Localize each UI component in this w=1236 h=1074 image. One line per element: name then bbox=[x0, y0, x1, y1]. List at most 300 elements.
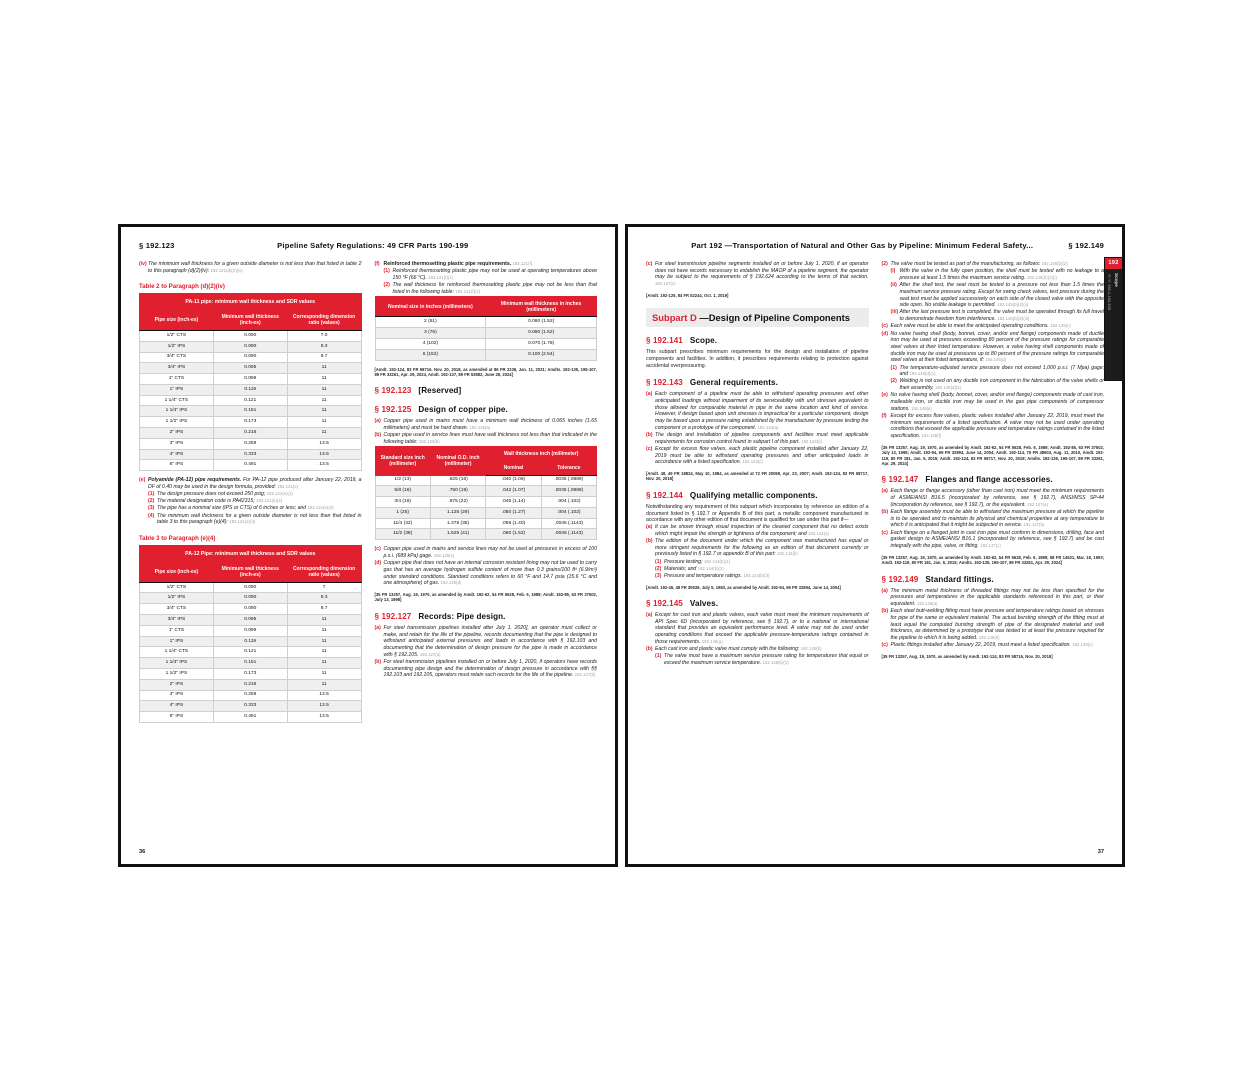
rtp-header-1: Minimum wall thickness in inches (millimeters) bbox=[486, 297, 597, 317]
table-cell: 0.119 bbox=[213, 636, 287, 647]
table-cell: .625 (16) bbox=[430, 475, 485, 486]
citation: 192.127(a) bbox=[419, 651, 441, 657]
table-cell: 4" IPS bbox=[140, 449, 214, 460]
citation: 192.147(c) bbox=[980, 543, 1001, 549]
para-marker: (a) bbox=[646, 391, 653, 398]
para-text: Copper pipe used in mains must have a minimum wall thickness of 0.065 inches (1.65 millimeters) and must be hard drawn. bbox=[383, 418, 597, 432]
citation: 192.145(b)(1) bbox=[762, 659, 789, 665]
table-pa11 bbox=[139, 293, 362, 471]
table-row bbox=[140, 449, 362, 460]
reg-paragraph bbox=[646, 646, 869, 653]
para-text: The wall thickness for reinforced thermosetting plastic pipe may not be less than that listed in the following table: bbox=[392, 282, 597, 295]
reg-paragraph bbox=[375, 418, 598, 431]
reg-paragraph bbox=[891, 268, 1105, 281]
table-row bbox=[140, 417, 362, 428]
reg-paragraph bbox=[655, 573, 869, 580]
table-cell: 1 1/4" CTS bbox=[140, 647, 214, 658]
para-marker: (e) bbox=[881, 392, 888, 399]
table-pa12 bbox=[139, 545, 362, 723]
table-cell: 2 (51) bbox=[375, 317, 486, 328]
section-192-125 bbox=[375, 405, 598, 415]
para-marker: (a) bbox=[646, 523, 653, 530]
table-cell: 0.060 (1.52) bbox=[486, 328, 597, 339]
section-title: Valves. bbox=[689, 599, 719, 609]
table-cell: 0.100 (2.54) bbox=[486, 349, 597, 360]
citation: 192.149(c) bbox=[1072, 642, 1093, 648]
table-cell: 11 bbox=[287, 406, 361, 417]
table-row bbox=[140, 331, 362, 342]
citation: 192.147(b) bbox=[1023, 522, 1045, 528]
table-cell: 1.625 (41) bbox=[430, 529, 485, 540]
reg-paragraph bbox=[655, 559, 869, 566]
section-title: Standard fittings. bbox=[925, 574, 994, 584]
citation: 192.149(b) bbox=[978, 634, 1000, 640]
sec145-cdef-items bbox=[882, 323, 1105, 364]
table-row bbox=[140, 712, 362, 723]
para-text: After the shell test, the seat must be tested to a pressure not less than 1.5 times the maximum service pressure rating. Except for swing check valves, test pressure during the seat test must be applied successively on each side of the closed valve with the opposite side open. No visible leakage is permitted. bbox=[899, 282, 1104, 309]
table-cell: 4 (102) bbox=[375, 338, 486, 349]
para-text: The temperature-adjusted service pressure does not exceed 1,000 p.s.i. (7 Mpa) gage; and bbox=[899, 364, 1104, 378]
para-text: Except for excess flow valves, plastic valves installed after January 22, 2019, must meet the minimum requirements of a listed specification. A valve may not be used under operating conditions that exceed the applicable pressure and temperature ratings contained in the listed specification. bbox=[890, 412, 1104, 440]
table3-wrap bbox=[139, 545, 362, 723]
table-cell: 0.259 bbox=[213, 690, 287, 701]
table-row bbox=[140, 701, 362, 712]
table-cell: 2" IPS bbox=[140, 428, 214, 439]
thumb-tab-part: 192 bbox=[1105, 258, 1122, 269]
table-cell: 11 bbox=[287, 615, 361, 626]
citation: 192.125(c) bbox=[433, 552, 455, 558]
table-row bbox=[375, 349, 597, 360]
para-marker: (d) bbox=[374, 560, 382, 567]
rtp-header-0: Nominal size in inches (millimeters) bbox=[375, 297, 486, 317]
table-row bbox=[140, 679, 362, 690]
table3-caption: Table 3 to Paragraph (e)(4) bbox=[139, 535, 216, 543]
table-row bbox=[140, 341, 362, 352]
para-text: For steel transmission pipeline segments installed on or before July 1, 2020, if an operator does not have records necessary to establish the MAOP of a pipeline segment, the operator may be subject to the requirements of § 192.624 according to the terms of that section. bbox=[655, 261, 869, 281]
para-text: After the last pressure test is completed, the valve must be operated through its full travel to demonstrate freedom from interference. bbox=[899, 309, 1104, 323]
table-cell: 7.0 bbox=[287, 331, 361, 342]
para-text: The design and installation of pipeline components and facilities must meet applicable requirements for corrosion control found in subpart I of this part. bbox=[655, 432, 869, 445]
rtp-table-wrap bbox=[375, 296, 598, 361]
section-192-141 bbox=[646, 336, 869, 346]
table-cell: .042 (1.07) bbox=[486, 486, 541, 497]
table2-wrap bbox=[139, 293, 362, 471]
citation: 192.149(a) bbox=[916, 600, 938, 606]
reg-paragraph bbox=[882, 588, 1105, 608]
citation: 192.121(f) bbox=[512, 261, 533, 266]
table-cell: 0.099 bbox=[213, 374, 287, 385]
table-row bbox=[140, 647, 362, 658]
table-cell: 6" IPS bbox=[140, 460, 214, 471]
table-row bbox=[140, 352, 362, 363]
reg-paragraph bbox=[646, 538, 869, 558]
table-cell: 1" IPS bbox=[140, 636, 214, 647]
reg-paragraph bbox=[375, 560, 598, 587]
reg-paragraph bbox=[882, 413, 1105, 440]
sec144-subitems bbox=[655, 559, 869, 580]
para-text: Welding is not used on any ductile iron component in the fabrication of the valve shells or their assembly. bbox=[899, 378, 1104, 392]
table-cell: 11 bbox=[287, 363, 361, 374]
citation: 192.145(b)(2)(iii) bbox=[997, 316, 1030, 322]
citation: 192.145(d) bbox=[985, 357, 1007, 363]
table-row bbox=[140, 363, 362, 374]
table-row bbox=[140, 668, 362, 679]
table-row bbox=[140, 690, 362, 701]
table-cell: 11 bbox=[287, 679, 361, 690]
reg-paragraph bbox=[646, 432, 869, 445]
table-row bbox=[140, 593, 362, 604]
reg-paragraph bbox=[891, 365, 1105, 378]
para-marker: (1) bbox=[383, 268, 390, 275]
citation: 192.143(c) bbox=[742, 459, 764, 465]
table-row bbox=[140, 428, 362, 439]
para-text: For steel transmission pipelines installed after July 1, 2020], an operator must collect or make, and retain for the life of the pipeline, records documenting that the pipe is designed to withstand anticipated external pressures and loads in accordance with § 192.103 and documenting that the determination of design pressure for the pipe is made in accordance with § 192.105. bbox=[383, 624, 597, 658]
table-cell: 3" IPS bbox=[140, 690, 214, 701]
section-192-144 bbox=[646, 491, 869, 501]
table-row bbox=[140, 395, 362, 406]
table-cell: .045 (1.14) bbox=[486, 497, 541, 508]
section-number: § 192.141 bbox=[646, 336, 683, 346]
reg-paragraph bbox=[882, 608, 1105, 642]
section-title: Design of copper pipe. bbox=[418, 405, 508, 415]
table-cell: 0.259 bbox=[213, 438, 287, 449]
reg-paragraph bbox=[148, 513, 362, 526]
table-row bbox=[375, 507, 597, 518]
table-cell: .004 (.102) bbox=[541, 497, 596, 508]
table-cell: 0.216 bbox=[213, 679, 287, 690]
reg-paragraph bbox=[882, 331, 1105, 365]
table-cell: 9.7 bbox=[287, 352, 361, 363]
reg-paragraph bbox=[882, 261, 1105, 268]
left-page bbox=[118, 224, 618, 867]
table-cell: 11 bbox=[287, 668, 361, 679]
para-text: The pipe has a nominal size (IPS or CTS) of 6 inches or less; and bbox=[157, 505, 307, 512]
table-row bbox=[140, 374, 362, 385]
para-text: Copper pipe that does not have an internal corrosion resistant lining may not be used to carry gas that has an average hydrogen sulfide content of more than 0.3 grains/100 ft³ (6.9/m³) under standard conditions. Standard conditions refers to 60 °F and 14.7 psia (15.6 °C and one atmosphere) of gas. bbox=[383, 560, 597, 587]
table-cell: 3" IPS bbox=[140, 438, 214, 449]
right-page bbox=[625, 224, 1125, 867]
table-cell: 0.216 bbox=[213, 428, 287, 439]
table-cell: 13.5 bbox=[287, 712, 361, 723]
table-row bbox=[140, 604, 362, 615]
copper-table-body bbox=[375, 475, 597, 540]
table-row bbox=[375, 518, 597, 529]
para-lead: Reinforced thermosetting plastic pipe requirements. bbox=[383, 261, 512, 267]
table-cell: 3/4" IPS bbox=[140, 615, 214, 626]
table-cell: .750 (19) bbox=[430, 486, 485, 497]
section-title: Qualifying metallic components. bbox=[689, 490, 818, 500]
table-cell: 6" IPS bbox=[140, 712, 214, 723]
para-marker: (b) bbox=[374, 432, 382, 439]
para-text: Plastic fittings installed after January 22, 2019, must meet a listed specification. bbox=[890, 642, 1071, 649]
para-text: Pressure testing; bbox=[664, 558, 703, 565]
section-title: [Reserved] bbox=[418, 386, 462, 396]
reg-paragraph bbox=[646, 261, 869, 288]
table-cell: 0.070 (1.78) bbox=[486, 338, 597, 349]
sec125-items bbox=[375, 418, 598, 445]
para-text: Each cast iron and plastic valve must comply with the following: bbox=[655, 646, 800, 653]
table-cell: 0.151 bbox=[213, 658, 287, 669]
sec141-body: This subpart prescribes minimum requirements for the design and installation of pipeline components and facilities. In addition, it prescribes requirements relating to protection against accidental overpressuring. bbox=[646, 349, 869, 369]
table-cell: 0.090 bbox=[213, 331, 287, 342]
right-runhead-section: § 192.149 bbox=[1068, 241, 1104, 250]
reg-paragraph bbox=[882, 392, 1105, 412]
table-cell: 4" IPS bbox=[140, 701, 214, 712]
para-lead: Polyamide (PA-12) pipe requirements. bbox=[148, 477, 242, 484]
para-text: The valve must have a maximum service pressure rating for temperatures that equal or exceed the maximum service temperature. bbox=[664, 653, 869, 666]
left-page-number: 36 bbox=[139, 849, 146, 855]
thumb-tab-range: §§ 192.1-192.305 bbox=[1107, 272, 1112, 310]
citation: 192.145(d)(2) bbox=[935, 385, 962, 391]
citation: 192.145(e) bbox=[911, 405, 932, 411]
right-column-1 bbox=[646, 261, 869, 667]
table-cell: 2" IPS bbox=[140, 679, 214, 690]
table-cell: 0.095 bbox=[213, 615, 287, 626]
section-192-123 bbox=[375, 386, 598, 396]
copper-table-wrap bbox=[375, 446, 598, 540]
table-cell: 1 (25) bbox=[375, 507, 430, 518]
reg-paragraph bbox=[646, 391, 869, 431]
table-row bbox=[140, 625, 362, 636]
table2-caption: Table 2 to Paragraph (d)(2)(iv) bbox=[139, 283, 225, 291]
reg-paragraph bbox=[882, 488, 1105, 508]
reg-paragraph bbox=[891, 378, 1105, 391]
citation: 192.144(b) bbox=[777, 551, 798, 557]
table-cell: 11 bbox=[287, 428, 361, 439]
amendment-note-147: [35 FR 13257, Aug. 19, 1970, as amended by Amdt. 192-62, 54 FR 5628, Feb. 6, 1989; 58 FR 14521, Mar. 18, 1993; Amdt. 192-119, 80 FR 181, Jan. 5, 2015; Amdts. 192-135, 195-107, 89 FR 33261, Apr. 29, 2024] bbox=[881, 554, 1104, 566]
table-cell: 1 1/4" IPS bbox=[140, 658, 214, 669]
citation: 192.147(a) bbox=[1027, 501, 1048, 507]
table-cell: 0.333 bbox=[213, 449, 287, 460]
para-marker: (iv) bbox=[139, 261, 147, 267]
para-marker: (3) bbox=[148, 505, 155, 512]
citation: 192.145(b)(2)(i) bbox=[1026, 274, 1057, 280]
section-192-147 bbox=[882, 475, 1105, 485]
para-text: Reinforced thermosetting plastic pipe may not be used at operating temperatures above 150 °F (66 °C). bbox=[392, 268, 597, 281]
section-title: Scope. bbox=[689, 336, 718, 346]
sec144-items bbox=[646, 524, 869, 558]
section-title: Records: Pipe design. bbox=[418, 611, 506, 621]
citation: 192.125(b) bbox=[418, 438, 440, 444]
copper-header-nominal: Nominal bbox=[486, 461, 541, 475]
para-text: Each flange or flange accessory (other than cast iron) must meet the minimum requirements of ASME/ANSI B16.5 (incorporated by reference, see § 192.7), ANSI/MSS SP-44 (incorporation by reference, see § 192.7), or the equivalent. bbox=[890, 488, 1104, 508]
table2-header-2: Corresponding dimension ratio (values) bbox=[287, 310, 361, 330]
table3-body bbox=[140, 582, 362, 722]
subpart-d-heading bbox=[646, 308, 869, 327]
table-cell: 3/4" CTS bbox=[140, 604, 214, 615]
citation: 192.121(e)(1) bbox=[266, 491, 293, 497]
table-cell: 0.491 bbox=[213, 712, 287, 723]
sec144-body: Notwithstanding any requirement of this subpart which incorporates by reference an edition of a document listed in § 192.7 or Appendix B of this part, a metallic component manufactured in accordance with any other edition of that document is qualified for use under this part if— bbox=[646, 503, 869, 524]
table-cell: 11 bbox=[287, 647, 361, 658]
para-f bbox=[375, 261, 598, 268]
table-copper-pipe bbox=[375, 446, 598, 540]
table2-title: PA-11 pipe: minimum wall thickness and SDR values bbox=[140, 294, 362, 310]
table-cell: .0045 (.1143) bbox=[541, 529, 596, 540]
table-cell: 11/2 (38) bbox=[375, 529, 430, 540]
table-cell: .0035 (.0889) bbox=[541, 486, 596, 497]
citation: 192.144(b)(2) bbox=[697, 565, 724, 571]
right-page-content bbox=[628, 227, 1122, 864]
sec149-items bbox=[882, 588, 1105, 649]
para-marker: (1) bbox=[655, 653, 662, 660]
section-192-149 bbox=[882, 575, 1105, 585]
copper-header-standard: Standard size inch (millimeter) bbox=[375, 447, 430, 475]
section-number: § 192.145 bbox=[646, 599, 683, 609]
para-marker: (c) bbox=[881, 642, 888, 649]
table-row bbox=[375, 497, 597, 508]
reg-paragraph bbox=[882, 642, 1105, 649]
amendment-note-2: [35 FR 13257, Aug. 19, 1970, as amended by Amdt. 192-62, 54 FR 5628, Feb. 6, 1989; Amdt. 192-85, 63 FR 37502, July 13, 1998] bbox=[374, 591, 597, 603]
table-row bbox=[140, 636, 362, 647]
table-row bbox=[375, 529, 597, 540]
table-row bbox=[140, 582, 362, 593]
table-cell: .050 (1.27) bbox=[486, 507, 541, 518]
para-text: Each flange on a flanged joint in cast iron pipe must conform in dimensions, drilling, face and gasket design to ASME/ANSI B16.1 (incorporated by reference, see § 192.7) and be cast integrally with the pipe, valve, or fitting. bbox=[890, 529, 1104, 550]
citation: 192.144(b)(3) bbox=[743, 572, 770, 578]
reg-paragraph bbox=[375, 546, 598, 559]
para-marker: (f) bbox=[881, 412, 887, 419]
para-e bbox=[139, 477, 362, 490]
para-text: The edition of the document under which the component was manufactured has equal or more stringent requirements for the following as an edition of that document currently or previously listed in § 192.7 or appendix B of this part: bbox=[655, 537, 869, 558]
table-cell: 0.151 bbox=[213, 406, 287, 417]
table-cell: 0.099 bbox=[213, 625, 287, 636]
para-text: Each steel butt-welding fitting must have pressure and temperature ratings based on stresses for pipe of the same or equivalent material. The actual bursting strength of the fitting must at least equal the computed bursting strength of pipe of the designated material and wall thickness, as determined by a prototype that was tested to at least the pressure required for the pipeline to which it is being added. bbox=[890, 608, 1104, 641]
table-row bbox=[375, 317, 597, 328]
table-cell: 0.119 bbox=[213, 384, 287, 395]
table-cell: 5/8 (16) bbox=[375, 486, 430, 497]
section-number: § 192.149 bbox=[881, 574, 919, 584]
para-marker: (1) bbox=[655, 558, 662, 565]
table-cell: 3/4" CTS bbox=[140, 352, 214, 363]
table-row bbox=[375, 475, 597, 486]
table-cell: .060 (1.52) bbox=[486, 529, 541, 540]
citation: 192.121(d)(2)(iv) bbox=[210, 267, 243, 273]
para-marker: (a) bbox=[374, 418, 381, 425]
para-text: The minimum metal thickness of threaded fittings may not be less than specified for the pressures and temperatures in the applicable standards referenced in this part, or their equivalent. bbox=[890, 587, 1104, 607]
para-marker: (b) bbox=[374, 658, 382, 665]
subpart-title: —Design of Pipeline Components bbox=[699, 312, 850, 324]
reg-paragraph bbox=[646, 446, 869, 466]
rtp-table-body bbox=[375, 317, 597, 360]
table-cell: 1/2" IPS bbox=[140, 593, 214, 604]
right-page-number: 37 bbox=[1097, 849, 1104, 855]
table-cell: 6 (152) bbox=[375, 349, 486, 360]
table-cell: 0.060 (1.52) bbox=[486, 317, 597, 328]
para-marker: (f) bbox=[374, 261, 380, 267]
citation: 192.125(d) bbox=[440, 580, 462, 586]
para-marker: (d) bbox=[881, 330, 889, 337]
reg-paragraph bbox=[882, 530, 1105, 550]
section-number: § 192.144 bbox=[646, 490, 683, 500]
table-cell: 0.090 bbox=[213, 582, 287, 593]
table-cell: 1/2" CTS bbox=[140, 582, 214, 593]
table-cell: 11/4 (32) bbox=[375, 518, 430, 529]
sec145-d-items bbox=[891, 365, 1105, 392]
left-column-2 bbox=[375, 261, 598, 729]
sec145-b2-items bbox=[891, 268, 1105, 323]
table-cell: 1" CTS bbox=[140, 625, 214, 636]
table-cell: 11 bbox=[287, 384, 361, 395]
reg-paragraph bbox=[384, 268, 598, 281]
para-text: The minimum wall thickness for a given outside diameter is not less than that listed in table 2 to this paragraph (d)(2)(iv): bbox=[148, 261, 362, 274]
left-page-columns bbox=[139, 261, 597, 729]
table-cell: 1/2 (13) bbox=[375, 475, 430, 486]
table-cell: .0045 (.1143) bbox=[541, 518, 596, 529]
left-column-1 bbox=[139, 261, 362, 729]
right-running-head bbox=[646, 241, 1104, 250]
section-number: § 192.147 bbox=[881, 475, 919, 485]
para-marker: (2) bbox=[890, 378, 897, 385]
para-text: Copper pipe used in service lines must have wall thickness not less than that indicated in the following table: bbox=[383, 432, 597, 445]
reg-paragraph bbox=[375, 625, 598, 659]
amendment-note-127: [Amdt. 192-125, 84 FR 52244, Oct. 1, 2019] bbox=[646, 292, 729, 298]
section-number: § 192.127 bbox=[374, 611, 412, 621]
citation: 192.145(f) bbox=[921, 433, 942, 439]
para-marker: (1) bbox=[890, 364, 897, 371]
table-cell: 1 1/2" IPS bbox=[140, 668, 214, 679]
para-text: With the valve in the fully open position, the shell must be tested with no leakage to a pressure at least 1.5 times the maximum service rating. bbox=[899, 268, 1104, 281]
table-cell: 13.5 bbox=[287, 449, 361, 460]
para-marker: (2) bbox=[881, 261, 888, 267]
section-number: § 192.125 bbox=[374, 405, 412, 415]
copper-header-wall: Wall thickness inch (millimeter) bbox=[486, 447, 597, 461]
table-cell: 0.173 bbox=[213, 417, 287, 428]
reg-paragraph bbox=[148, 491, 362, 498]
para-text: Pressure and temperature ratings. bbox=[664, 572, 743, 579]
amendment-note-145: [35 FR 13257, Aug. 19, 1970, as amended by Amdt. 192-62, 54 FR 5628, Feb. 6, 1989; Amdt. 192-85, 63 FR 37502, July 13, 1998; Amdt. 192-94, 69 FR 32894, June 14, 2004; Amdt. 192-114, 75 FR 48603, Aug. 11, 2010, Amdt. 192-119, 80 FR 181, Jan. 5, 2015; Amdt. 192-124, 83 FR 58717, Nov. 20, 2018; Amdts. 192-135, 195-107, 89 FR 33261, Apr. 29, 2024] bbox=[881, 444, 1104, 466]
sec127-c-wrap bbox=[646, 261, 869, 288]
table-cell: .875 (22) bbox=[430, 497, 485, 508]
para-text: For PA-12 pipe produced after January 22, 2019, a DF of 0.40 may be used in the design formula, provided: bbox=[148, 477, 362, 490]
para-marker: (i) bbox=[890, 268, 896, 275]
table-cell: 1 1/4" IPS bbox=[140, 406, 214, 417]
section-192-145 bbox=[646, 599, 869, 609]
table-cell: 1.375 (35) bbox=[430, 518, 485, 529]
table-cell: 0.121 bbox=[213, 395, 287, 406]
table-row bbox=[140, 406, 362, 417]
table3-header-2: Corresponding dimension ratio (values) bbox=[287, 562, 361, 582]
table-cell: 9.3 bbox=[287, 593, 361, 604]
para-text: No valve having shell (body, bonnet, cover, and/or end flange) components made of cast iron, malleable iron, or ductile iron may be used in the gas pipe components of compressor stations. bbox=[890, 392, 1104, 412]
table-cell: 0.491 bbox=[213, 460, 287, 471]
table-row bbox=[375, 338, 597, 349]
table-cell: 13.5 bbox=[287, 438, 361, 449]
thumb-tab[interactable] bbox=[1104, 257, 1123, 381]
para-marker: (a) bbox=[881, 488, 888, 495]
table-cell: 11 bbox=[287, 658, 361, 669]
table3-header-0: Pipe size (inch-es) bbox=[140, 562, 214, 582]
para-marker: (4) bbox=[148, 512, 155, 519]
left-runhead-title: Pipeline Safety Regulations: 49 CFR Parts 190-199 bbox=[277, 241, 469, 250]
table-cell: 13.5 bbox=[287, 690, 361, 701]
sec143-items bbox=[646, 391, 869, 466]
amendment-note-149: [35 FR 13257, Aug. 19, 1970, as amended by Amdt. 192-124, 83 FR 58716, Nov. 20, 2018] bbox=[881, 653, 1053, 659]
para-marker: (c) bbox=[881, 323, 888, 330]
section-192-127 bbox=[375, 612, 598, 622]
table2-header-1: Minimum wall thickness (inch-es) bbox=[213, 310, 287, 330]
para-text: Copper pipe used in mains and service lines may not be used at pressures in excess of 100 p.s.i. (689 kPa) gage. bbox=[383, 546, 597, 559]
table-cell: 3/4 (19) bbox=[375, 497, 430, 508]
citation: 192.127(b) bbox=[574, 672, 596, 678]
citation: 192.143(b) bbox=[801, 438, 823, 444]
para-text: Except for cast iron and plastic valves, each valve must meet the minimum requirements of API Spec 6D (incorporated by reference, see § 192.7), or to a national or international standard that provides an equivalent performance level. A valve may not be used under operating conditions that exceed the applicable pressure-temperature ratings contained in those requirements. bbox=[655, 612, 869, 645]
para-marker: (b) bbox=[881, 509, 889, 516]
sec145-b1-wrap bbox=[655, 653, 869, 666]
citation: 192.121(f)(1) bbox=[428, 274, 454, 280]
table-cell: 9.7 bbox=[287, 604, 361, 615]
section-title: General requirements. bbox=[689, 378, 778, 388]
